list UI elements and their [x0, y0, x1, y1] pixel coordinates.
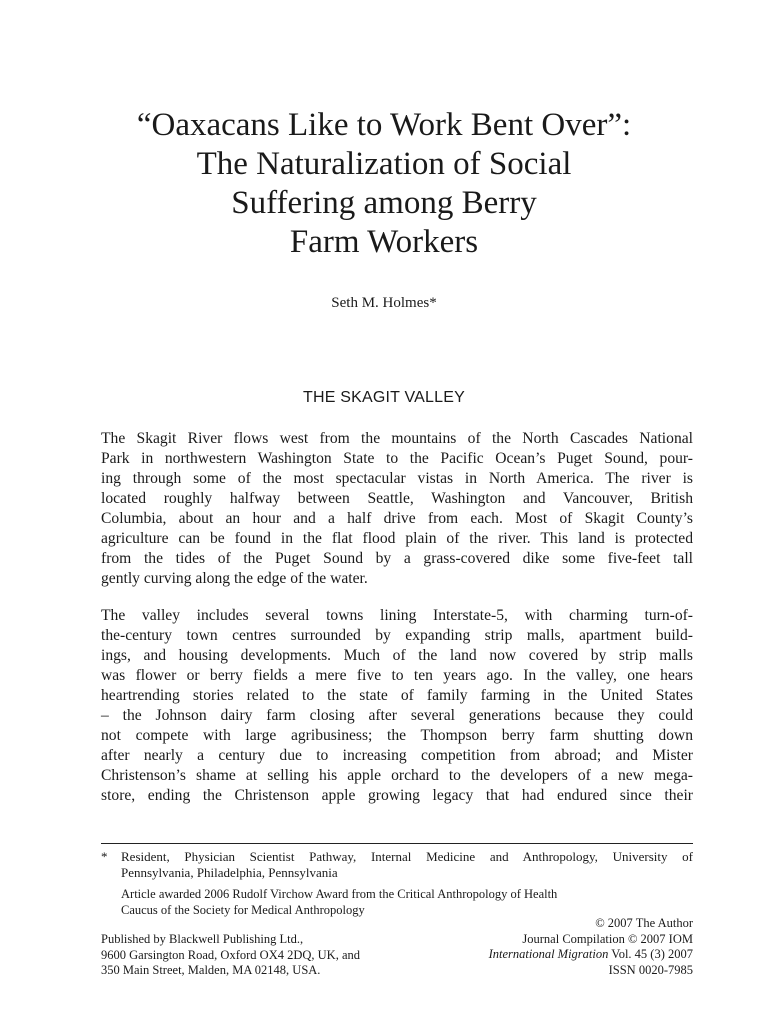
- footnote-line: Pennsylvania, Philadelphia, Pennsylvania: [121, 865, 338, 880]
- text-line: ings, and housing developments. Much of the land now covered by strip malls: [101, 647, 693, 664]
- text-line: Park in northwestern Washington State to the Pacific Ocean’s Puget Sound, pour-: [101, 450, 693, 467]
- title-line: Farm Workers: [289, 224, 479, 260]
- article-title: [60, 106, 708, 262]
- author-copyright: © 2007 The Author: [595, 916, 693, 930]
- journal-compilation: Journal Compilation © 2007 IOM: [522, 931, 693, 946]
- award-note: [121, 887, 557, 918]
- publisher-line: 9600 Garsington Road, Oxford OX4 2DQ, UK, and: [101, 947, 360, 962]
- author-name: Seth M. Holmes*: [331, 295, 437, 311]
- publisher-line: 350 Main Street, Malden, MA 02148, USA.: [101, 963, 321, 977]
- text-line: Christenson’s shame at selling his apple orchard to the developers of a new mega-: [101, 767, 693, 784]
- text-line: gently curving along the edge of the water.: [101, 570, 368, 587]
- journal-name: International Migration: [488, 947, 609, 961]
- text-line: after nearly a century due to increasing competition from abroad; and Mister: [101, 747, 693, 764]
- journal-citation: [489, 947, 693, 963]
- text-line: heartrending stories related to the state of family farming in the United States: [101, 687, 693, 704]
- text-line: agriculture can be found in the flat flood plain of the river. This land is protected: [101, 530, 693, 547]
- footnote-line: Resident, Physician Scientist Pathway, Internal Medicine and Anthropology, University of: [121, 849, 693, 864]
- publisher-info: [101, 932, 360, 979]
- text-line: The Skagit River flows west from the mountains of the North Cascades National: [101, 430, 693, 447]
- text-line: ing through some of the most spectacular vistas in North America. The river is: [101, 470, 693, 487]
- title-line: The Naturalization of Social: [196, 146, 572, 182]
- issn: ISSN 0020-7985: [608, 962, 693, 977]
- copyright-info: [489, 916, 693, 978]
- publisher-line: Published by Blackwell Publishing Ltd.,: [101, 932, 304, 946]
- text-line: store, ending the Christenson apple growing legacy that had endured since their: [101, 787, 693, 804]
- journal-volume: Vol. 45 (3) 2007: [611, 947, 693, 961]
- text-line: was flower or berry fields a mere five to ten years ago. In the valley, one hears: [101, 667, 693, 684]
- title-line: Suffering among Berry: [231, 185, 537, 221]
- title-line: “Oaxacans Like to Work Bent Over”:: [136, 107, 632, 143]
- body-paragraph-1: [101, 429, 693, 589]
- section-heading: THE SKAGIT VALLEY: [303, 389, 465, 406]
- footnote-text: [121, 849, 693, 881]
- text-line: not compete with large agribusiness; the Thompson berry farm shutting down: [101, 727, 693, 744]
- text-line: from the tides of the Puget Sound by a grass-covered dike some five-feet tall: [101, 550, 693, 567]
- footnote-marker: *: [101, 849, 108, 864]
- text-line: Columbia, about an hour and a half drive from each. Most of Skagit County’s: [101, 510, 693, 527]
- body-paragraph-2: [101, 606, 693, 806]
- award-line: Article awarded 2006 Rudolf Virchow Award from the Critical Anthropology of Health: [121, 887, 558, 901]
- text-line: The valley includes several towns lining Interstate-5, with charming turn-of-: [101, 607, 693, 624]
- footnote-divider: [101, 843, 693, 844]
- text-line: – the Johnson dairy farm closing after several generations because they could: [101, 707, 693, 724]
- text-line: located roughly halfway between Seattle, Washington and Vancouver, British: [101, 490, 693, 507]
- text-line: the-century town centres surrounded by expanding strip malls, apartment build-: [101, 627, 693, 644]
- award-line: Caucus of the Society for Medical Anthropology: [121, 902, 365, 917]
